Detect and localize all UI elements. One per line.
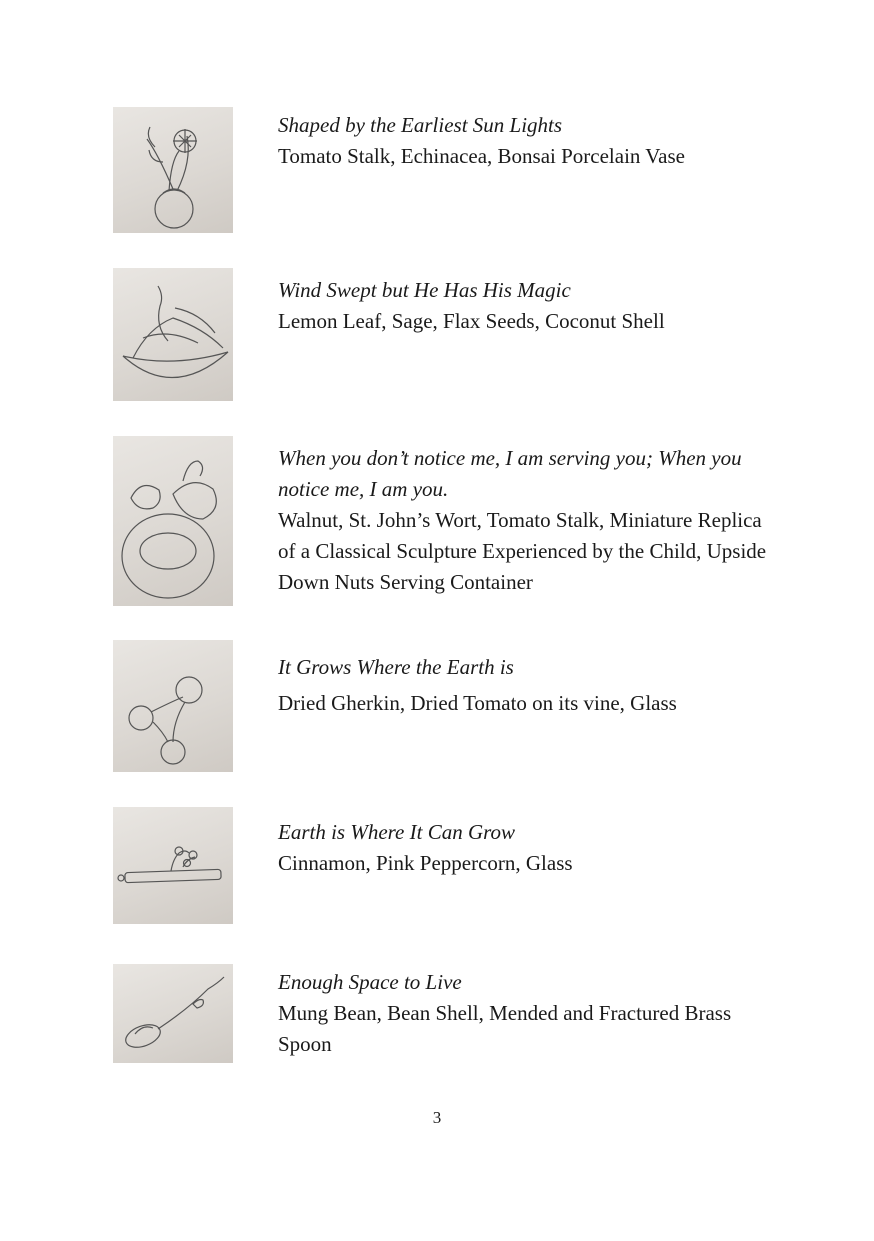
sketch-image (113, 268, 233, 401)
artwork-materials: Dried Gherkin, Dried Tomato on its vine, Glass (278, 691, 677, 715)
artwork-materials: Cinnamon, Pink Peppercorn, Glass (278, 851, 573, 875)
artwork-title: When you don’t notice me, I am serving you; When you notice me, I am you. (278, 446, 742, 501)
sketch-image (113, 640, 233, 772)
artwork-title: Shaped by the Earliest Sun Lights (278, 113, 563, 137)
page-number: 3 (432, 1108, 442, 1127)
coconut-shell-sketch-icon (113, 268, 233, 401)
artwork-title: Wind Swept but He Has His Magic (278, 278, 571, 302)
nut-bowl-sketch-icon (113, 436, 233, 606)
artwork-title: Earth is Where It Can Grow (278, 820, 516, 844)
artwork-materials: Walnut, St. John’s Wort, Tomato Stalk, Miniature Replica of a Classical Sculpture Experienced by the Child, Upside Down Nuts Serving Container (278, 508, 767, 594)
cinnamon-sketch-icon (113, 807, 233, 924)
sketch-image (113, 964, 233, 1063)
artwork-materials: Lemon Leaf, Sage, Flax Seeds, Coconut Shell (278, 309, 665, 333)
sketch-image (113, 436, 233, 606)
spoon-sketch-icon (113, 964, 233, 1063)
sketch-image (113, 807, 233, 924)
artwork-materials: Tomato Stalk, Echinacea, Bonsai Porcelain Vase (278, 144, 685, 168)
dried-tomato-sketch-icon (113, 640, 233, 772)
artwork-materials: Mung Bean, Bean Shell, Mended and Fractured Brass Spoon (278, 1001, 732, 1056)
artwork-title: Enough Space to Live (278, 970, 462, 994)
sketch-image (113, 107, 233, 233)
vase-flower-sketch-icon (113, 107, 233, 233)
artwork-title: It Grows Where the Earth is (278, 655, 514, 679)
